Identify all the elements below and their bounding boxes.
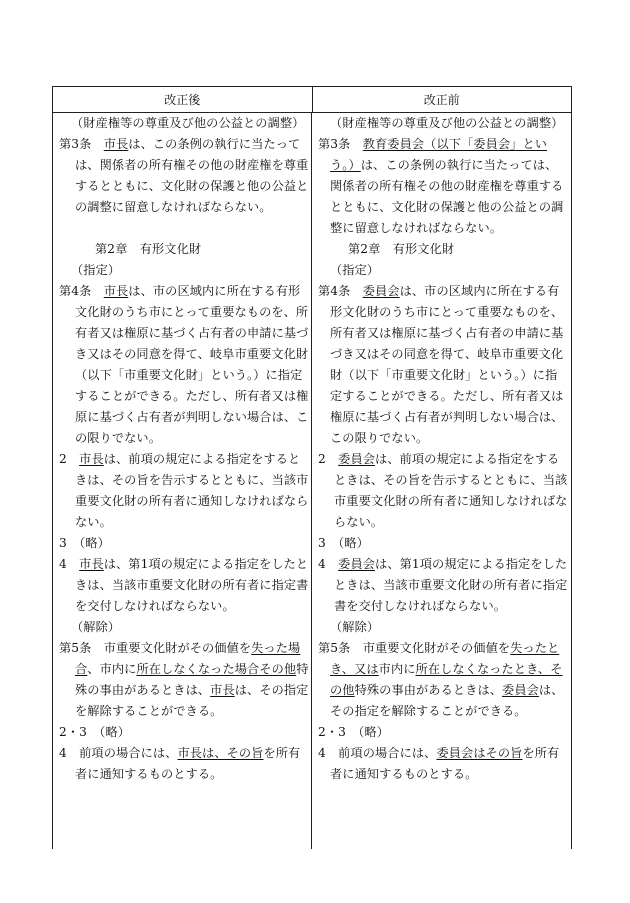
- paragraph-4-line: を交付しなければならない。: [75, 599, 235, 613]
- paragraph-2-line: 重要文化財の所有者に通知しなければなら: [75, 494, 309, 508]
- column-before: [312, 113, 571, 849]
- caption-designation: （指定）: [71, 263, 121, 277]
- article-3-line: するとともに、文化財の保護と他の公益と: [75, 179, 309, 193]
- paragraph-2-line: 2 市長は、前項の規定による指定をすると: [59, 452, 301, 466]
- header-before: 改正前: [423, 93, 460, 107]
- article-3-line: 第3条 市長は、この条例の執行に当たって: [59, 137, 301, 151]
- paragraph-4-line: ときは、当該市重要文化財の所有者に指定: [334, 578, 568, 592]
- article-5-line: 第5条 市重要文化財がその価値を失ったと: [318, 641, 560, 655]
- article-3-line: は、関係者の所有権その他の財産権を尊重: [75, 158, 309, 172]
- comparison-table: [52, 86, 572, 849]
- paragraph-2-line: ない。: [75, 515, 112, 529]
- article-4-line: 財（以下「市重要文化財」という。）に指: [330, 368, 558, 382]
- article-5-line: 合、市内に所在しなくなった場合その他特: [75, 662, 309, 676]
- paragraph-2-line: らない。: [334, 515, 384, 529]
- chapter-2-title: 第2章 有形文化財: [95, 242, 202, 256]
- caption-cancellation: （解除）: [330, 620, 380, 634]
- article-5-line: その指定を解除することができる。: [330, 704, 527, 718]
- article-4-line: 文化財のうち市にとって重要なものを、所: [75, 305, 309, 319]
- article-3-line: 関係者の所有権その他の財産権を尊重する: [330, 179, 564, 193]
- article-3-line: 整に留意しなければならない。: [330, 221, 503, 235]
- paragraph-4b-line: 4 前項の場合には、市長は、その旨を所有: [59, 746, 301, 760]
- paragraph-2-line: 2 委員会は、前項の規定による指定をする: [318, 452, 560, 466]
- article-4-line: 第4条 委員会は、市の区域内に所在する有: [318, 284, 560, 298]
- caption-property-rights: （財産権等の尊重及び他の公益との調整）: [330, 116, 564, 130]
- paragraph-4b-line: 者に通知するものとする。: [330, 767, 478, 781]
- caption-property-rights: （財産権等の尊重及び他の公益との調整）: [71, 116, 305, 130]
- article-4-line: 第4条 市長は、市の区域内に所在する有形: [59, 284, 301, 298]
- article-4-line: 形文化財のうち市にとって重要なものを、: [330, 305, 564, 319]
- spacer: [59, 218, 307, 239]
- caption-designation: （指定）: [330, 263, 380, 277]
- paragraph-3-line: 3 （略）: [59, 536, 110, 550]
- paragraph-4-line: 4 市長は、第1項の規定による指定をしたと: [59, 557, 309, 571]
- article-4-line: することができる。ただし、所有者又は権: [75, 389, 309, 403]
- article-4-line: 原に基づく占有者が判明しない場合は、こ: [75, 410, 309, 424]
- article-5-line: の他特殊の事由があるときは、委員会は、: [330, 683, 564, 697]
- table-body: [53, 113, 571, 849]
- caption-cancellation: （解除）: [71, 620, 121, 634]
- article-5-line: き、又は市内に所在しなくなったとき、そ: [330, 662, 563, 676]
- chapter-2-title: 第2章 有形文化財: [348, 242, 455, 256]
- paragraph-4-line: きは、当該市重要文化財の所有者に指定書: [75, 578, 309, 592]
- article-3-line: う。）は、この条例の執行に当たっては、: [330, 158, 558, 172]
- paragraph-2-line: きは、その旨を告示するとともに、当該市: [75, 473, 309, 487]
- paragraph-4-line: 4 委員会は、第1項の規定による指定をした: [318, 557, 568, 571]
- article-4-line: 有者又は権原に基づく占有者の申請に基づ: [75, 326, 309, 340]
- paragraph-4b-line: 4 前項の場合には、委員会はその旨を所有: [318, 746, 560, 760]
- table-header: [53, 87, 571, 113]
- paragraph-2-3-line: 2・3 （略）: [59, 725, 131, 739]
- article-5-line: を解除することができる。: [75, 704, 223, 718]
- article-4-line: （以下「市重要文化財」という。）に指定: [75, 368, 303, 382]
- paragraph-4b-line: 者に通知するものとする。: [75, 767, 223, 781]
- article-4-line: 権原に基づく占有者が判明しない場合は、: [330, 410, 564, 424]
- paragraph-4-line: 書を交付しなければならない。: [334, 599, 507, 613]
- article-4-line: の限りでない。: [75, 431, 162, 445]
- article-3-line: の調整に留意しなければならない。: [75, 200, 272, 214]
- article-4-line: き又はその同意を得て、岐阜市重要文化財: [75, 347, 309, 361]
- article-5-line: 殊の事由があるときは、市長は、その指定: [75, 683, 309, 697]
- header-after: 改正後: [53, 87, 313, 112]
- article-3-line: 第3条 教育委員会（以下「委員会」とい: [318, 137, 548, 151]
- article-4-line: 所有者又は権原に基づく占有者の申請に基: [330, 326, 564, 340]
- paragraph-2-line: 市重要文化財の所有者に通知しなければな: [334, 494, 568, 508]
- article-4-line: 定することができる。ただし、所有者又は: [330, 389, 564, 403]
- article-5-line: 第5条 市重要文化財がその価値を失った場: [59, 641, 301, 655]
- paragraph-2-line: ときは、その旨を告示するとともに、当該: [334, 473, 568, 487]
- paragraph-2-3-line: 2・3 （略）: [318, 725, 390, 739]
- paragraph-3-line: 3 （略）: [318, 536, 369, 550]
- column-after: [53, 113, 312, 849]
- article-3-line: とともに、文化財の保護と他の公益との調: [330, 200, 564, 214]
- article-4-line: この限りでない。: [330, 431, 429, 445]
- article-4-line: づき又はその同意を得て、岐阜市重要文化: [330, 347, 564, 361]
